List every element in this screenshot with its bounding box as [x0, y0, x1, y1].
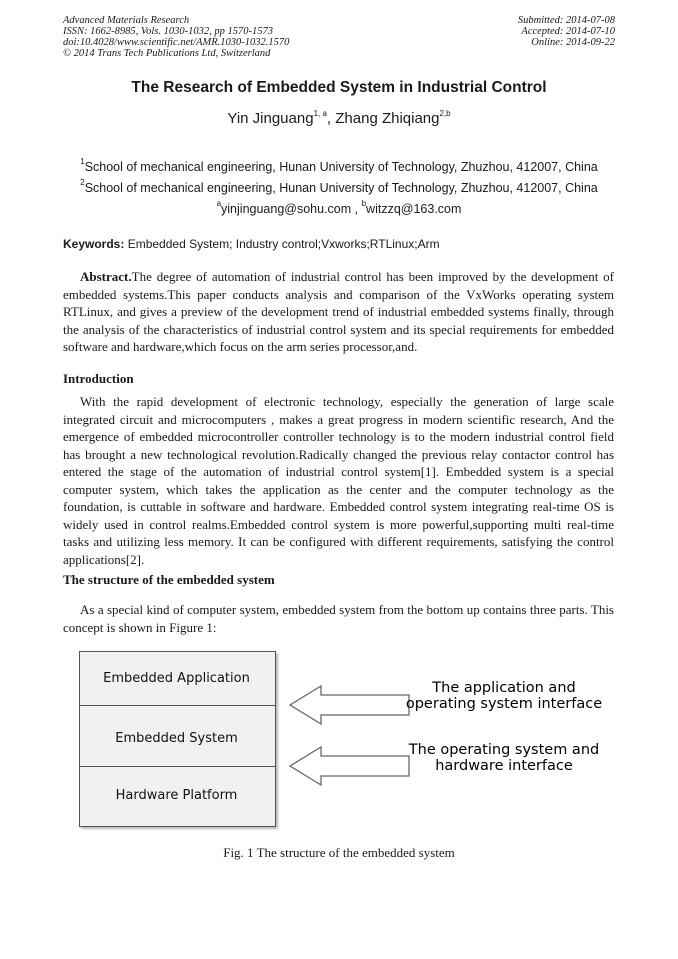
email-b-sup: b [361, 199, 367, 208]
figure-caption: Fig. 1 The structure of the embedded system [223, 845, 455, 860]
issn: ISSN: 1662-8985, Vols. 1030-1032, pp 1570-1573 [63, 26, 273, 37]
structure-text: As a special kind of computer system, embedded system from the bottom up contains three parts. This concept is shown in Figure 1: [63, 602, 614, 635]
keywords [63, 237, 440, 251]
layer-hardware-platform: Hardware Platform [115, 788, 238, 803]
author-2: Zhang Zhiqiang [335, 110, 440, 127]
author-2-sup: 2,b [439, 109, 451, 118]
email-a[interactable]: yinjinguang@sohu.com [221, 202, 352, 216]
paper-title: The Research of Embedded System in Industrial Control [131, 79, 547, 96]
email-separator: , [351, 202, 362, 216]
introduction-paragraph [63, 393, 614, 568]
author-separator: , [326, 110, 336, 127]
author-1-sup: 1, a [313, 109, 327, 118]
abstract-text: The degree of automation of industrial control has been improved by the development of embedded systems.This paper conducts analysis and comparison of the VxWorks operating system RTLinux, and gives a preview of the development trend of industrial embedded systems finally, through the analysis of the characteristics of industrial control system and its special requirements for embedded software and hardware,which focus on the arm series processor,and. [63, 269, 614, 354]
email-a-sup: a [216, 199, 222, 208]
interface-label-1: The application and operating system interface [405, 680, 603, 712]
affiliation-1-sup: 1 [80, 157, 85, 166]
keywords-label: Keywords: [63, 237, 125, 251]
submitted-date: Submitted: 2014-07-08 [517, 15, 615, 26]
header-left [63, 15, 289, 59]
abstract [63, 268, 614, 356]
affiliation-2-sup: 2 [80, 178, 85, 187]
layer-divider-2 [79, 766, 276, 767]
affiliation-1-text: School of mechanical engineering, Hunan University of Technology, Zhuzhou, 412007, China [84, 160, 598, 174]
accepted-date: Accepted: 2014-07-10 [521, 26, 615, 37]
email-b[interactable]: witzzq@163.com [366, 202, 462, 216]
introduction-heading: Introduction [63, 371, 134, 386]
structure-paragraph [63, 601, 614, 636]
doi: doi:10.4028/www.scientific.net/AMR.1030-1032.1570 [63, 37, 290, 48]
layer-embedded-application: Embedded Application [103, 671, 250, 686]
arrow-1-icon [288, 684, 414, 726]
header-right [518, 15, 615, 48]
affiliation-2 [0, 178, 678, 195]
introduction-text: With the rapid development of electronic technology, especially the generation of large scale integrated circuit and microcomputers , makes a great progress in modern scientific research, And the emergence of embedded microcontroller controller technology is to the modern industrial control field has brought a new technological revolution.Radically changed the previous relay contactor control has entered the stage of the automation of industrial control system[1]. Embedded system is a special computer system, which takes the application as the center and the computer technology as the foundation, is cuttable in software and hardware. Embedded control system integrating real-time OS is widely used in control realms.Embedded control system is more powerful,supporting multi real-time tasks and utilizing less memory. It can be configured with different requirements, satisfying the control applications[2]. [63, 394, 614, 567]
interface-label-2: The operating system and hardware interface [408, 742, 600, 774]
journal-name: Advanced Materials Research [63, 15, 190, 26]
author-1: Yin Jinguang [227, 110, 314, 127]
arrow-2-icon [288, 745, 414, 787]
affiliation-1 [0, 157, 678, 174]
structure-heading: The structure of the embedded system [63, 572, 275, 587]
layer-embedded-system: Embedded System [115, 731, 238, 746]
authors [0, 110, 678, 127]
abstract-label: Abstract. [80, 269, 132, 284]
online-date: Online: 2014-09-22 [531, 37, 615, 48]
affiliation-2-text: School of mechanical engineering, Hunan University of Technology, Zhuzhou, 412007, China [84, 181, 598, 195]
layer-divider-1 [79, 705, 276, 706]
emails [0, 199, 678, 216]
copyright: © 2014 Trans Tech Publications Ltd, Switzerland [63, 48, 271, 59]
keywords-text: Embedded System; Industry control;Vxworks;RTLinux;Arm [124, 237, 440, 251]
